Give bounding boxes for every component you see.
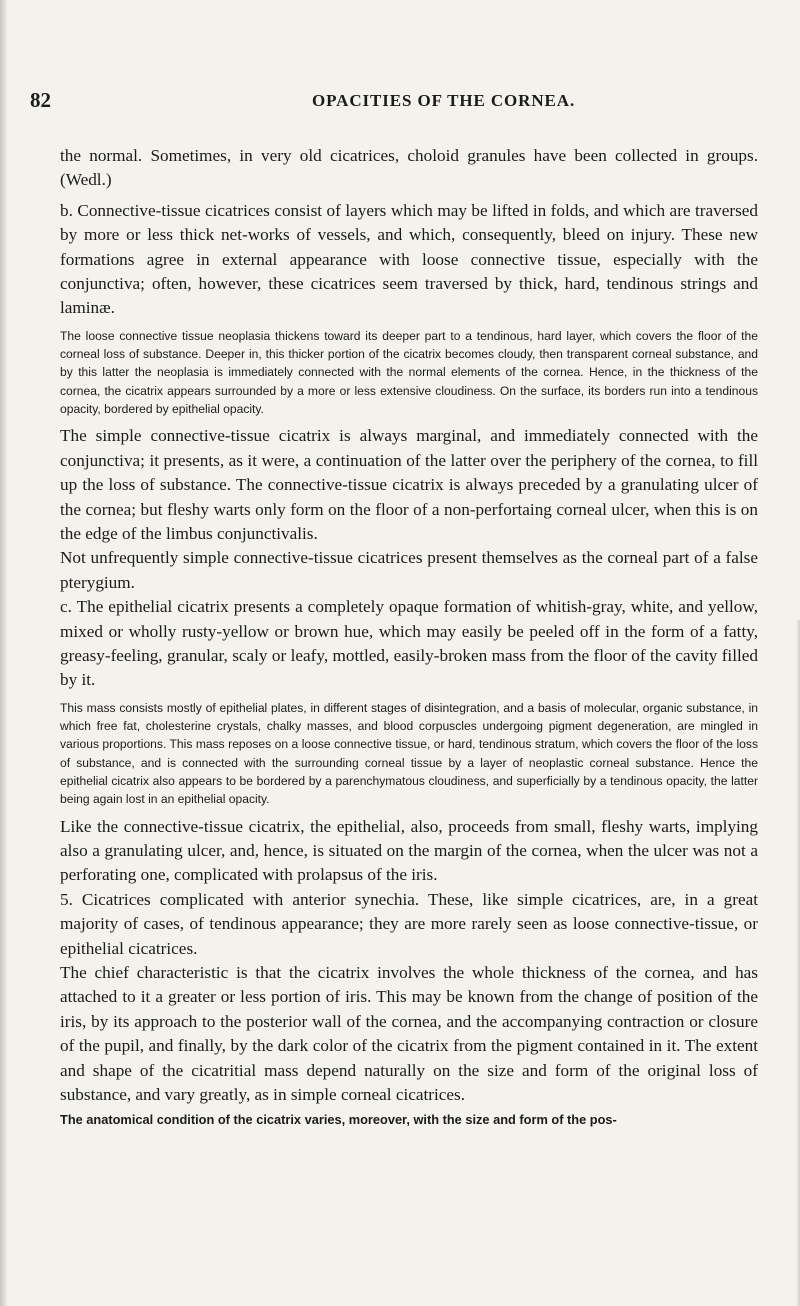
page-number: 82 [30, 88, 51, 112]
page-body [60, 144, 758, 1129]
paragraph-false-pterygium: Not unfrequently simple connective-tissue cicatrices present themselves as the corneal part of a false pterygium. [60, 548, 758, 592]
paragraph-simple-cicatrix: The simple connective-tissue cicatrix is always marginal, and immediately connected with the conjunctiva; it presents, as it were, a continuation of the latter over the periphery of the cornea, to fill up the loss of substance. The connective-tissue cicatrix is always preceded by a granulating ulcer of the cornea; but fleshy warts only form on the floor of a non-perfortaing corneal ulcer, when this is on the edge of the limbus conjunctivalis. [60, 426, 758, 543]
paragraph-anterior-synechia: 5. Cicatrices complicated with anterior synechia. These, like simple cicatrices, are, in a great majority of cases, of tendinous appearance; they are more rarely seen as loose connective-tissue, or epithelial cicatrices. [60, 889, 758, 958]
paragraph-continuation: the normal. Sometimes, in very old cicatrices, choloid granules have been collected in groups. (Wedl.) [60, 146, 758, 190]
paragraph-anatomical-condition: The anatomical condition of the cicatrix varies, moreover, with the size and form of the pos- [60, 1112, 617, 1128]
page-gutter-shadow [0, 0, 7, 1306]
page-header [0, 88, 800, 112]
small-print-mass-note: This mass consists mostly of epithelial plates, in different stages of disintegration, and a basis of molecular, organic substance, in which free fat, cholesterine crystals, chalky masses, and blood corpuscles undergoing pigment degeneration, are mingled in various proportions. This mass reposes on a loose connective tissue, or hard, tendinous stratum, which covers the floor of the loss of substance, and is connected with the surrounding corneal tissue by a layer of neoplastic corneal substance. Hence the epithelial cicatrix also appears to be bordered by a parenchymatous cloudiness, and superficially by a tendinous opacity, the latter being again lost in an epithelial opacity. [60, 700, 758, 807]
paragraph-epithelial-origin: Like the connective-tissue cicatrix, the epithelial, also, proceeds from small, fleshy warts, implying also a granulating ulcer, and, hence, is situated on the margin of the cornea, when the ulcer was not a perforating one, complicated with prolapsus of the iris. [60, 816, 758, 885]
paragraph-connective-tissue-cicatrices: b. Connective-tissue cicatrices consist of layers which may be lifted in folds, and which are traversed by more or less thick net-works of vessels, and which, consequently, bleed on injury. These new formations agree in external appearance with loose connective tissue, especially with the conjunctiva; often, however, these cicatrices seem traversed by thick, hard, tendinous strings and laminæ. [60, 200, 758, 318]
paragraph-epithelial-cicatrix: c. The epithelial cicatrix presents a completely opaque formation of whitish-gray, white, and yellow, mixed or wholly rusty-yellow or brown hue, which may easily be peeled off in the form of a fatty, greasy-feeling, granular, scaly or leafy, mottled, easily-broken mass from the floor of the cavity filled by it. [60, 597, 758, 690]
running-head: OPACITIES OF THE CORNEA. [312, 91, 576, 110]
page-edge-shadow [796, 620, 800, 1306]
paragraph-chief-characteristic: The chief characteristic is that the cicatrix involves the whole thickness of the cornea, and has attached to it a greater or less portion of iris. This may be known from the change of position of the iris, by its approach to the posterior wall of the cornea, and the accompanying contraction or closure of the pupil, and finally, by the dark color of the cicatrix from the pigment contained in it. The extent and shape of the cicatritial mass depend naturally on the size and form of the original loss of substance, and vary greatly, as in simple corneal cicatrices. [60, 963, 758, 1105]
small-print-neoplasia-note: The loose connective tissue neoplasia thickens toward its deeper part to a tendinous, hard layer, which covers the floor of the corneal loss of substance. Deeper in, this thicker portion of the cicatrix becomes cloudy, then transparent corneal substance, and by this latter the neoplasia is immediately connected with the normal elements of the cornea. Hence, in the thickness of the cornea, the cicatrix appears surrounded by a more or less extensive cloudiness. On the surface, its borders run into a tendinous opacity, bordered by epithelial opacity. [60, 328, 758, 417]
